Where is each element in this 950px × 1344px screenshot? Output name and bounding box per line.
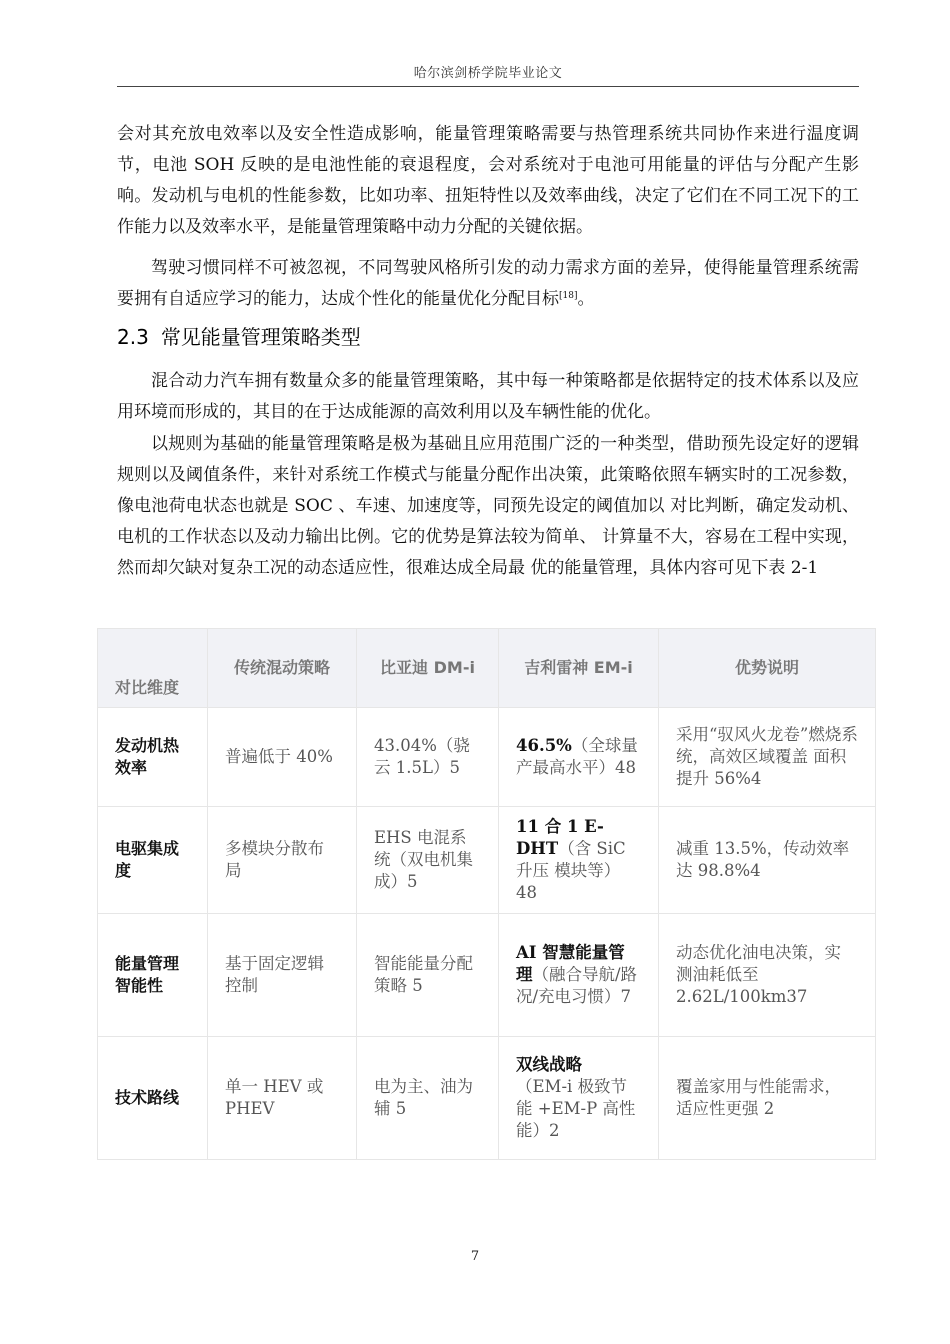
paragraph-2 [117,253,859,315]
section-heading [117,320,361,354]
cell-geely-highlight: 11 合 1 E-DHT [516,817,604,858]
cell-byd: 43.04%（骁云 1.5L）5 [357,708,499,807]
cell-advantage: 采用“驭风火龙卷”燃烧系统，高效区域覆盖 面积提升 56%4 [659,708,876,807]
paragraph-1: 会对其充放电效率以及安全性造成影响，能量管理策略需要与热管理系统共同协作来进行温度调节，电池 SOH 反映的是电池性能的衰退程度，会对系统对于电池可用能量的评估与分配产生影响。发动机与电机的性能参数，比如功率、扭矩特性以及效率曲线，决定了它们在不同工况下的工作能力以及效率水平，是能量管理策略中动力分配的关键依据。 [117,124,859,237]
cell-traditional: 普遍低于 40% [208,708,357,807]
cell-dimension: 能量管理智能性 [98,914,208,1037]
paragraph-4: 以规则为基础的能量管理策略是极为基础且应用范围广泛的一种类型，借助预先设定好的逻辑规则以及阈值条件，来针对系统工作模式与能量分配作出决策，此策略依照车辆实时的工况参数，像电池荷电状态也就是 SOC 、车速、加速度等，同预先设定的阈值加以 对比判断，确定发动机、电机的工作状态以及动力输出比例。它的优势是算法较为简单、 计算量不大，容易在工程中实现，然而却欠缺对复杂工况的动态适应性，很难达成全局最 优的能量管理，具体内容可见下表 2-1 [117,434,859,578]
cell-geely-detail: （含 SiC 升压 模块等）48 [516,839,626,902]
cell-geely-highlight: 46.5% [516,736,572,755]
cell-traditional: 基于固定逻辑控制 [208,914,357,1037]
comparison-table [97,628,876,1160]
table-row [98,1037,876,1160]
cell-geely-detail: （融合导航/路况/充电习惯）7 [516,965,638,1006]
table-row [98,914,876,1037]
header-dimension: 对比维度 [98,629,208,708]
cell-geely [499,708,659,807]
header-advantage: 优势说明 [659,629,876,708]
cell-advantage: 覆盖家用与性能需求， 适应性更强 2 [659,1037,876,1160]
cell-dimension: 技术路线 [98,1037,208,1160]
table-row [98,807,876,914]
paragraph-3: 混合动力汽车拥有数量众多的能量管理策略，其中每一种策略都是依据特定的技术体系以及应用环境而形成的，其目的在于达成能源的高效利用以及车辆性能的优化。 [117,371,859,422]
header-rule [117,86,859,87]
paragraph-2-end: 。 [577,289,595,309]
header-geely: 吉利雷神 EM-i [499,629,659,708]
cell-dimension: 发动机热效率 [98,708,208,807]
cell-geely-highlight: 双线战略 [516,1055,582,1074]
table-row [98,708,876,807]
cell-advantage: 减重 13.5%，传动效率 达 98.8%4 [659,807,876,914]
cell-traditional: 单一 HEV 或 PHEV [208,1037,357,1160]
cell-traditional: 多模块分散布局 [208,807,357,914]
cell-byd: EHS 电混系统（双电机集 成）5 [357,807,499,914]
header-traditional: 传统混动策略 [208,629,357,708]
cell-byd: 电为主、油为 辅 5 [357,1037,499,1160]
cell-geely [499,1037,659,1160]
citation-18[interactable]: [18] [559,291,578,301]
cell-advantage: 动态优化油电决策，实 测油耗低至 2.62L/100km37 [659,914,876,1037]
cell-byd: 智能能量分配策略 5 [357,914,499,1037]
section-number: 2.3 [117,325,149,349]
page-header: 哈尔滨剑桥学院毕业论文 [413,66,563,81]
paragraph-2-text: 驾驶习惯同样不可被忽视，不同驾驶风格所引发的动力需求方面的差异，使得能量管理系统需要拥有自适应学习的能力，达成个性化的能量优化分配目标 [117,258,859,309]
cell-geely-highlight: AI 智慧能量管理 [516,943,625,984]
cell-geely [499,807,659,914]
cell-dimension: 电驱集成度 [98,807,208,914]
table-header-row [98,629,876,708]
section-title: 常见能量管理策略类型 [160,325,361,349]
page-number: 7 [470,1249,480,1264]
cell-geely-detail: （EM-i 极致节 能 +EM-P 高性 能）2 [516,1077,636,1140]
header-byd: 比亚迪 DM-i [357,629,499,708]
cell-geely-detail: （全球量 产最高水平）48 [516,736,638,777]
cell-geely [499,914,659,1037]
